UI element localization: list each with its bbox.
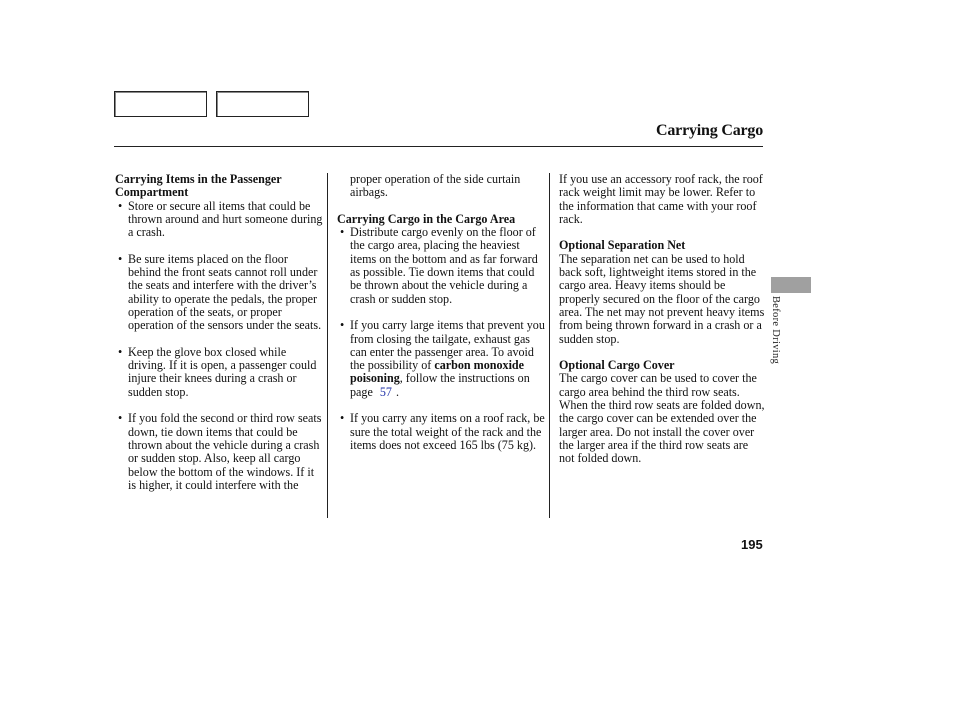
page-title: Carrying Cargo: [656, 122, 763, 139]
column-divider: [549, 173, 550, 518]
section-label: Before Driving: [770, 296, 781, 365]
list-item: • If you fold the second or third row seats down, tie down items that could be thrown about the vehicle during a crash or sudden stop. Also, keep all cargo below the bottom of the windows. If it is higher, it could interfere with the: [118, 411, 322, 492]
cargo-area-list: [337, 226, 545, 452]
separation-net-text: The separation net can be used to hold back soft, lightweight items stored in the cargo area. Heavy items should be properly secured on the floor of the cargo area. The net may not prevent heavy items from being thrown forward in a crash or a sudden stop.: [559, 251, 765, 346]
column-divider: [327, 173, 328, 518]
nav-button-1[interactable]: [114, 91, 207, 117]
column-left: [115, 173, 323, 492]
cargo-cover-text: The cargo cover can be used to cover the cargo area behind the third row seats. When the third row seats are folded down, the cargo cover can be extended over the larger area. Do not install the cover over the larger area if the third row seats are not folded down.: [559, 371, 765, 466]
continued-text: proper operation of the side curtain airbags.: [350, 172, 521, 200]
bullet-icon: •: [340, 411, 345, 426]
bullet-icon: •: [340, 225, 345, 240]
list-item: • If you carry any items on a roof rack, be sure the total weight of the rack and the items does not exceed 165 lbs (75 kg).: [340, 411, 545, 452]
list-item: • Store or secure all items that could be thrown around and hurt someone during a crash.: [118, 198, 323, 240]
list-item: • Be sure items placed on the floor behind the front seats cannot roll under the seats and interfere with the driver’s ability to operate the pedals, the proper operation of the seats, or proper operation of the sensors under the seats.: [118, 251, 322, 333]
separation-net-heading: Optional Separation Net: [559, 238, 686, 253]
section-tab: [771, 277, 811, 293]
roof-rack-note: If you use an accessory roof rack, the roof rack weight limit may be lower. Refer to the information that came with your roof rack.: [559, 172, 763, 226]
column-middle: [337, 173, 545, 452]
column-right: [559, 173, 765, 466]
bullet-icon: •: [118, 411, 123, 426]
passenger-compartment-heading: Carrying Items in the Passenger Compartment: [115, 172, 282, 200]
list-item: • Distribute cargo evenly on the floor of the cargo area, placing the heaviest items on the bottom and as far forward as possible. Tie down items that could be thrown about the vehicle during a crash or sudden stop.: [340, 225, 538, 306]
bullet-icon: •: [118, 344, 123, 359]
nav-button-2[interactable]: [216, 91, 309, 117]
list-item: • If you carry large items that prevent you from closing the tailgate, exhaust gas can enter the passenger area. To avoid the possibility of carbon monoxide poisoning, follow the instructions on page 57 .: [340, 318, 545, 399]
bullet-icon: •: [118, 198, 123, 213]
cargo-cover-heading: Optional Cargo Cover: [559, 358, 675, 373]
bullet-icon: •: [118, 251, 123, 266]
page-57-link[interactable]: 57: [379, 384, 392, 399]
list-item: • Keep the glove box closed while driving. If it is open, a passenger could injure their knees during a crash or sudden stop.: [118, 344, 317, 399]
carbon-monoxide-warning: carbon monoxide poisoning: [350, 358, 525, 386]
passenger-compartment-list: [115, 200, 323, 493]
title-rule: [114, 146, 763, 147]
bullet-icon: •: [340, 318, 345, 333]
cargo-area-heading: Carrying Cargo in the Cargo Area: [337, 211, 516, 226]
page-number: 195: [741, 537, 763, 552]
